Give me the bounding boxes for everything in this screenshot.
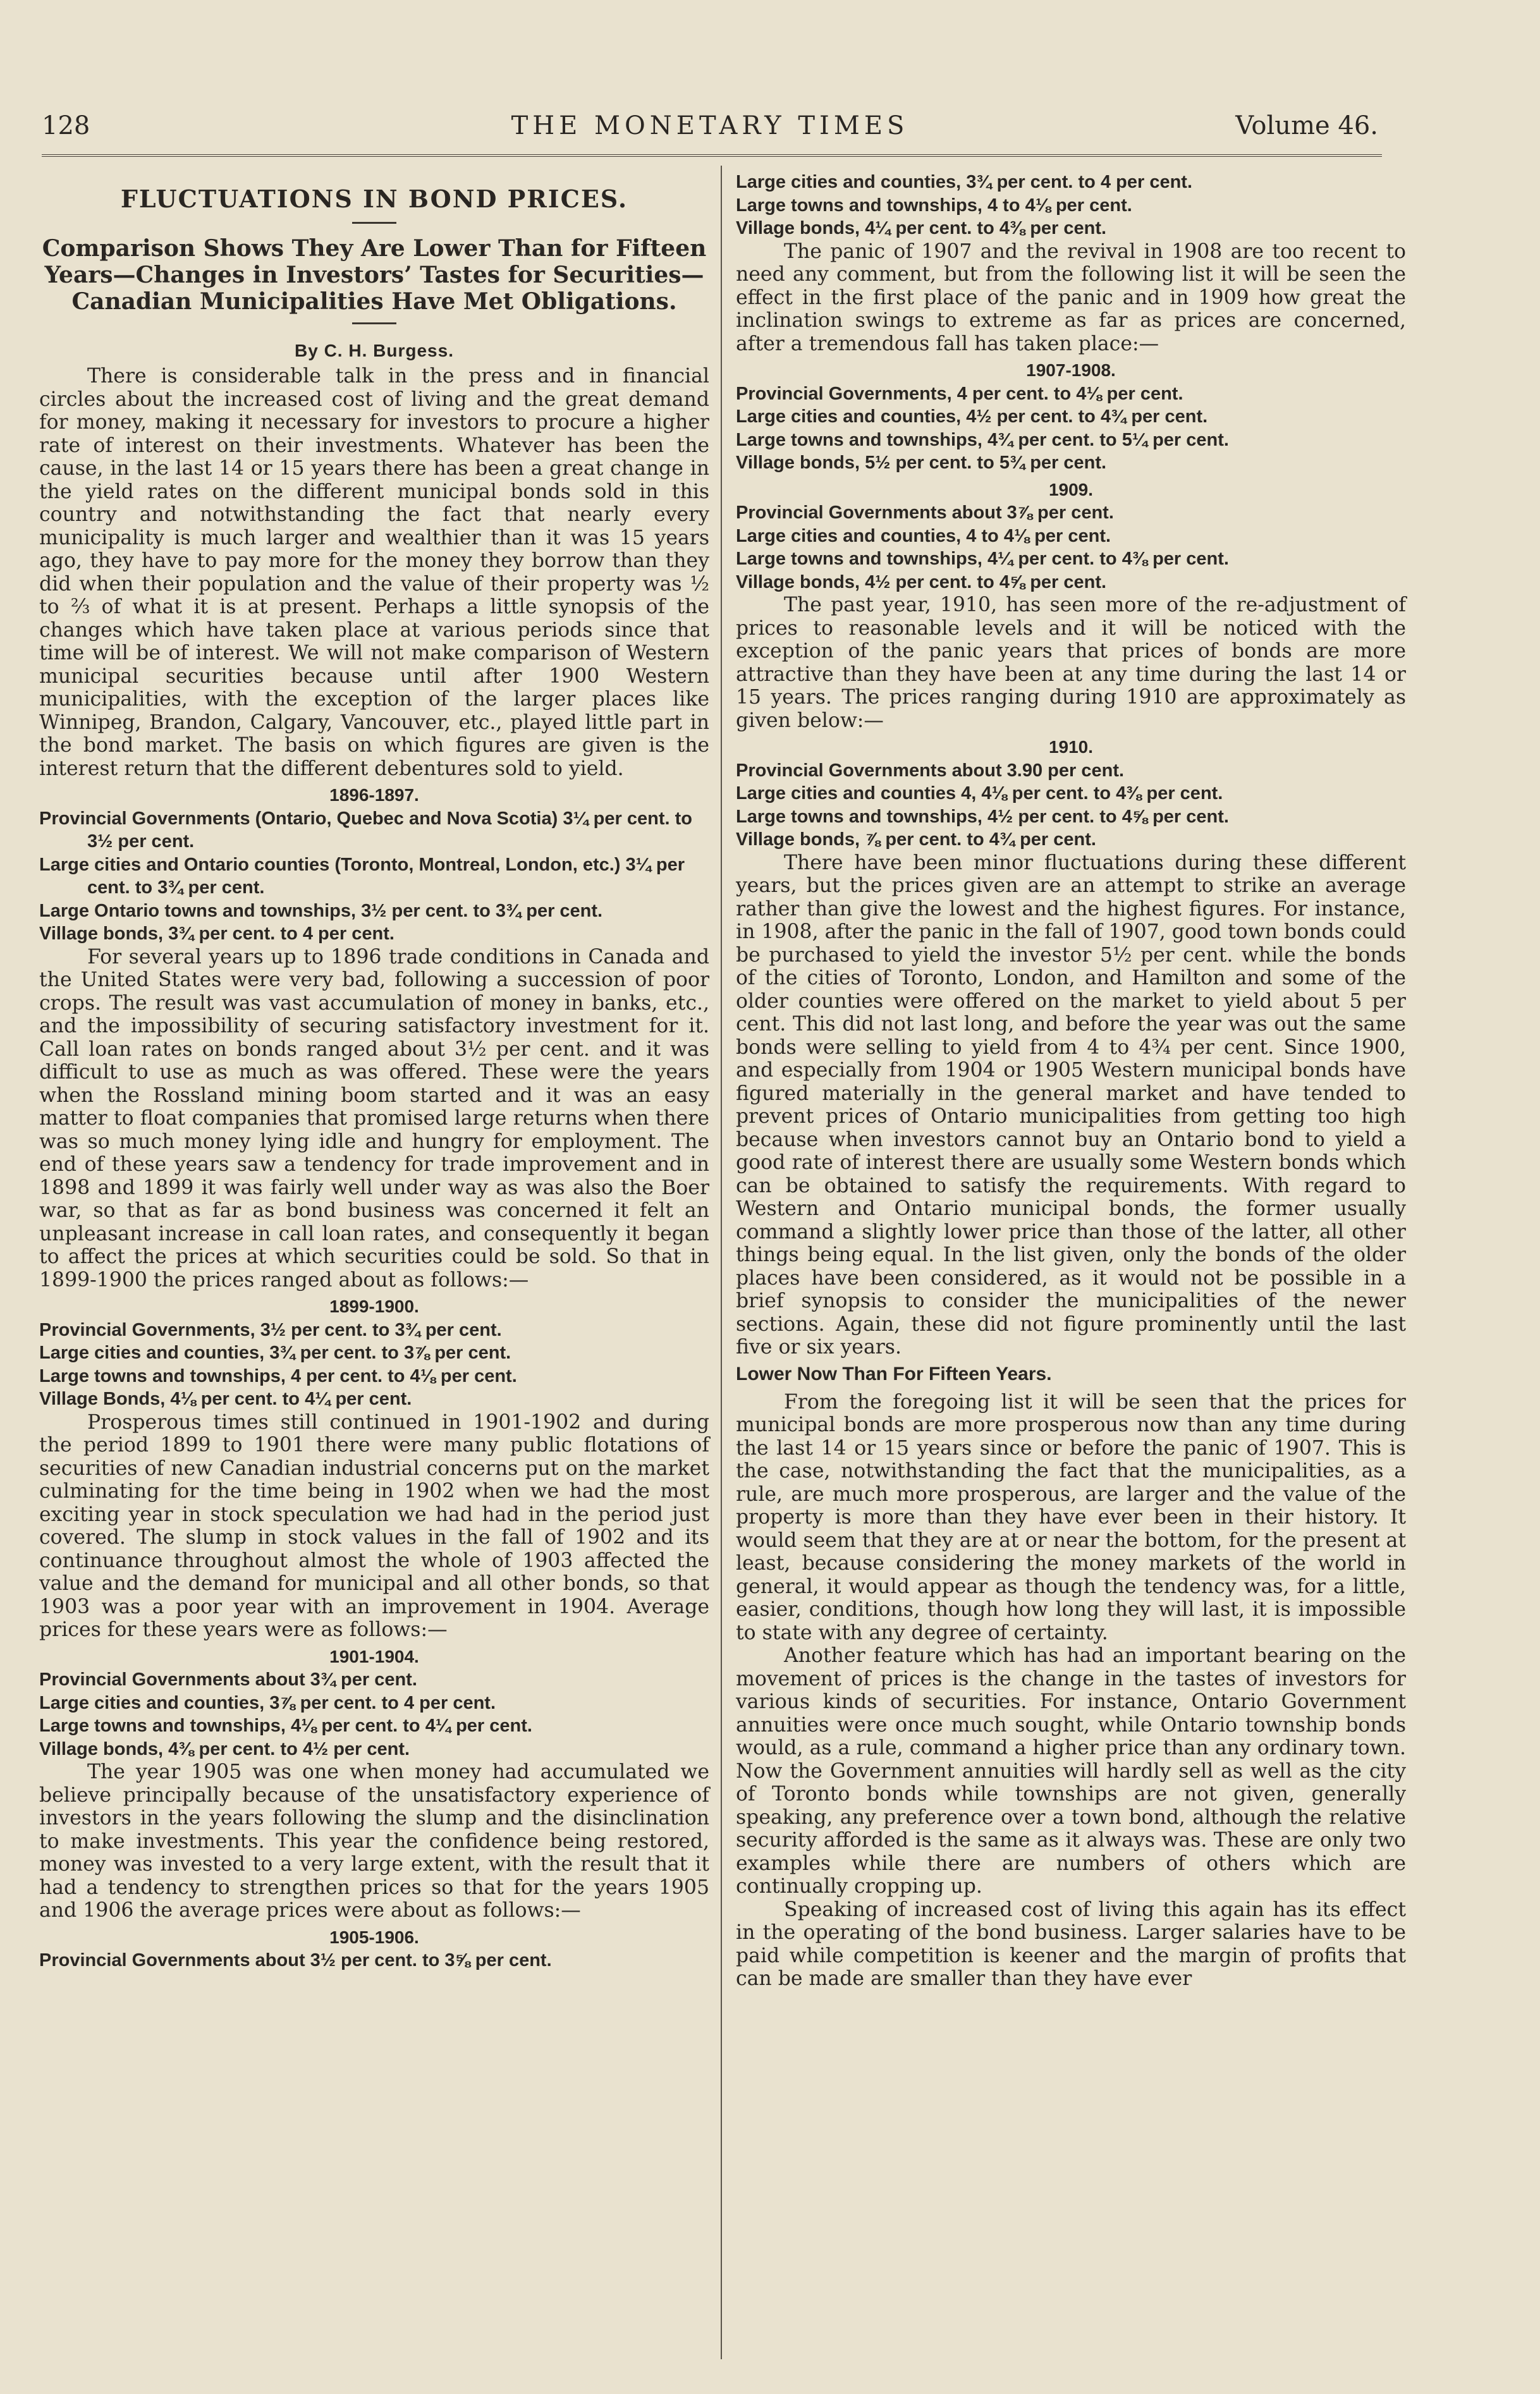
price-line: Village bonds, 4⅜ per cent. to 4½ per cent. xyxy=(39,1738,410,1759)
year-heading: 1907-1908. xyxy=(1026,360,1116,380)
price-table-1899 xyxy=(39,1295,709,1411)
price-table-1910 xyxy=(736,736,1406,852)
price-line: Large towns and townships, 4¼ per cent. to 4⅜ per cent. xyxy=(736,549,1229,569)
paragraph-1905: The panic of 1907 and the revival in 1908 are too recent to need any comment, but from the following list it will be seen the effect in the first place of the panic and in 1909 how great the inclination swings to extreme as far as prices are concerned, after a tremendous fall has taken place:— xyxy=(736,240,1406,355)
paragraph-1909: The past year, 1910, has seen more of the re-adjustment of prices to reasonable levels and it will be noticed with the exception of the panic years that prices of bonds are more attractive than they have been at any time during the last 14 or 15 years. The prices ranging during 1910 are approximately as given below:— xyxy=(736,594,1406,732)
volume-label: Volume 46. xyxy=(1235,111,1378,140)
price-line: Provincial Governments about 3¾ per cent. xyxy=(39,1670,417,1690)
price-line: Village bonds, 4¼ per cent. to 4⅜ per cent. xyxy=(736,218,1107,238)
price-line: Provincial Governments about 3.90 per cent. xyxy=(736,760,1125,781)
year-heading: 1901-1904. xyxy=(329,1646,419,1666)
year-heading: 1899-1900. xyxy=(329,1297,419,1316)
year-heading: 1909. xyxy=(1048,479,1094,499)
year-heading: 1896-1897. xyxy=(329,785,419,805)
deck-rule xyxy=(352,322,396,324)
price-line: Large towns and townships, 4½ per cent. to 4⅝ per cent. xyxy=(736,806,1229,827)
price-line: Large towns and townships, 4¾ per cent. to 5¼ per cent. xyxy=(736,429,1229,450)
price-line: Village bonds, 5½ per cent. to 5¾ per cent. xyxy=(736,453,1107,473)
price-line: Village bonds, 3¾ per cent. to 4 per cent. xyxy=(39,924,394,944)
column-rule xyxy=(721,166,722,2359)
page-header xyxy=(42,111,1378,149)
year-heading: 1910. xyxy=(1048,737,1094,757)
price-line: Large cities and counties, 3¾ per cent. to 3⅞ per cent. xyxy=(39,1343,511,1363)
price-line: Large Ontario towns and townships, 3½ per cent. to 3¾ per cent. xyxy=(39,900,603,921)
title-rule xyxy=(352,222,396,224)
price-table-1901 xyxy=(39,1646,709,1761)
price-line: Provincial Governments, 3½ per cent. to 3¾ per cent. xyxy=(39,1319,502,1340)
article-title: FLUCTUATIONS IN BOND PRICES. xyxy=(120,185,628,213)
paragraph-1896: For several years up to 1896 trade conditions in Canada and the United States were very bad, following a succession of poor crops. The result was vast accumulation of money in banks, etc., and the impossibility of securing satisfactory investment for it. Call loan rates on bonds ranged about 3½ per cent. and it was difficult to use as much as was offered. These were the years when the Rossland mining boom started and it was an easy matter to float companies that promised large returns when there was so much money lying idle and hungry for employment. The end of these years saw a tendency for trade improvement and in 1898 and 1899 it was fairly well under way as was also the Boer war, so that as far as bond business was concerned it felt an unpleasant increase in call loan rates, and consequently it began to affect the prices at which securities could be sold. So that in 1899-1900 the prices ranged about as follows:— xyxy=(39,945,709,1292)
paragraph-investor-tastes: Another feature which has had an important bearing on the movement of prices is the change in the tastes of investors for various kinds of securities. For instance, Ontario Government annuities were once much sought, while Ontario township bonds would, as a rule, command a higher price than any ordinary town. Now the Government annuities will hardly sell as well as the city of Toronto bonds while townships are not given, generally speaking, any preference over a town bond, although the relative security afforded is the same as it always was. These are only two examples while there are numbers of others which are continually cropping up. xyxy=(736,1644,1406,1898)
header-rule xyxy=(42,154,1382,157)
price-line: Large cities and counties, 3⅞ per cent. to 4 per cent. xyxy=(39,1692,496,1713)
right-column xyxy=(736,171,1406,1991)
price-line: Large towns and townships, 4 to 4⅛ per cent. xyxy=(736,195,1132,216)
price-table-1896 xyxy=(39,784,709,946)
paragraph-cost-of-living: Speaking of increased cost of living this again has its effect in the operating of the bond business. Larger salaries have to be paid while competition is keener and the margin of profits that can be made are smaller than they have ever xyxy=(736,1898,1406,1990)
price-line: Large cities and counties, 4 to 4⅛ per cent. xyxy=(736,525,1111,546)
price-line: Large cities and Ontario counties (Toronto, Montreal, London, etc.) 3¼ per cent. to 3¾ per cent. xyxy=(39,854,685,898)
price-line: Large cities and counties, 3¾ per cent. to 4 per cent. xyxy=(736,172,1192,192)
publication-title: THE MONETARY TIMES xyxy=(511,111,909,140)
price-line: Large towns and townships, 4 per cent. to 4⅛ per cent. xyxy=(39,1365,517,1386)
paragraph-1899: Prosperous times still continued in 1901-1902 and during the period 1899 to 1901 there were many public flotations of securities of new Canadian industrial concerns put on the market culminating for the time being in 1902 when we had the most exciting year in stock speculation we had had in the period just covered. The slump in stock values in the fall of 1902 and its continuance throughout almost the whole of 1903 affected the value and the demand for municipal and all other bonds, so that 1903 was a poor year with an improvement in 1904. Average prices for these years were as follows:— xyxy=(39,1410,709,1641)
price-line: Village Bonds, 4⅛ per cent. to 4¼ per cent. xyxy=(39,1389,412,1409)
paragraph-lower-prices: From the foregoing list it will be seen that the prices for municipal bonds are more prosperous now than any time during the last 14 or 15 years since or before the panic of 1907. This is the case, notwithstanding the fact that the municipalities, as a rule, are much more prosperous, are larger and the value of the property is more than they have ever been in their history. It would seem that they are at or near the bottom, for the present at least, because considering the money markets of the world in general, it would appear as though the tendency was, for a little, easier, conditions, though how long they will last, it is impossible to state with any degree of certainty. xyxy=(736,1390,1406,1644)
left-column xyxy=(39,171,709,1972)
price-table-1905-part1 xyxy=(39,1926,709,1972)
price-line: Village bonds, 4½ per cent. to 4⅝ per cent. xyxy=(736,571,1107,592)
byline: By C. H. Burgess. xyxy=(295,341,454,360)
paragraph-1901: The year 1905 was one when money had accumulated we believe principally because of the unsatisfactory experience of investors in the years following the slump and the disinclination to make investments. This year the confidence being restored, money was invested to a very large extent, with the result that it had a tendency to strengthen prices so that for the years 1905 and 1906 the average prices were about as follows:— xyxy=(39,1761,709,1922)
section-subhead: Lower Now Than For Fifteen Years. xyxy=(736,1363,1052,1384)
price-line: Large cities and counties 4, 4⅛ per cent. to 4⅜ per cent. xyxy=(736,783,1223,803)
article-deck: Comparison Shows They Are Lower Than for Fifteen Years—Changes in Investors’ Tastes for Securities—Canadian Municipalities Have Met Obligations. xyxy=(42,235,707,315)
price-table-1909 xyxy=(736,479,1406,594)
price-table-1907 xyxy=(736,359,1406,475)
price-line: Provincial Governments about 3½ per cent. to 3⅝ per cent. xyxy=(39,1950,552,1970)
paragraph-1910: There have been minor fluctuations during these different years, but the prices given are an attempt to strike an average rather than give the lowest and the highest figures. For instance, in 1908, after the panic in the fall of 1907, good town bonds could be purchased to yield the investor 5½ per cent. while the bonds of the cities of Toronto, London, and Hamilton and some of the older counties were offered on the market to yield about 5 per cent. This did not last long, and before the year was out the same bonds were selling to yield from 4 to 4¾ per cent. Since 1900, and especially from 1904 or 1905 Western municipal bonds have figured materially in the general market and have tended to prevent prices of Ontario municipalities from getting too high because when investors cannot buy an Ontario bond to yield a good rate of interest there are usually some Western bonds which can be obtained to satisfy the requirements. With regard to Western and Ontario municipal bonds, the former usually command a slightly lower price than those of the latter, all other things being equal. In the list given, only the bonds of the older places have been considered, as it would not be possible in a brief synopsis to consider the municipalities of the newer sections. Again, these did not figure prominently until the last five or six years. xyxy=(736,851,1406,1359)
price-line: Large towns and townships, 4⅛ per cent. to 4¼ per cent. xyxy=(39,1716,532,1736)
price-table-1905-part2 xyxy=(736,171,1406,240)
price-line: Large cities and counties, 4½ per cent. to 4¾ per cent. xyxy=(736,406,1208,427)
price-line: Provincial Governments (Ontario, Quebec and Nova Scotia) 3¼ per cent. to 3½ per cent. xyxy=(39,808,692,852)
price-line: Village bonds, ⅞ per cent. to 4¾ per cent. xyxy=(736,829,1096,850)
year-heading: 1905-1906. xyxy=(329,1927,419,1947)
price-line: Provincial Governments, 4 per cent. to 4⅛ per cent. xyxy=(736,383,1183,404)
page-number: 128 xyxy=(42,111,90,140)
paragraph-intro: There is considerable talk in the press and in financial circles about the increased cost of living and the great demand for money, making it necessary for investors to procure a higher rate of interest on their investments. Whatever has been the cause, in the last 14 or 15 years there has been a great change in the yield rates on the different municipal bonds sold in this country and notwithstanding the fact that nearly every municipality is much larger and wealthier than it was 15 years ago, they have to pay more for the money they borrow than they did when their population and the value of their property was ½ to ⅔ of what it is at present. Perhaps a little synopsis of the changes which have taken place at various periods since that time will be of interest. We will not make comparison of Western municipal securities because until after 1900 Western municipalities, with the exception of the larger places like Winnipeg, Brandon, Calgary, Vancouver, etc., played little part in the bond market. The basis on which figures are given is the interest return that the different debentures sold to yield. xyxy=(39,365,709,780)
price-line: Provincial Governments about 3⅞ per cent. xyxy=(736,503,1114,523)
